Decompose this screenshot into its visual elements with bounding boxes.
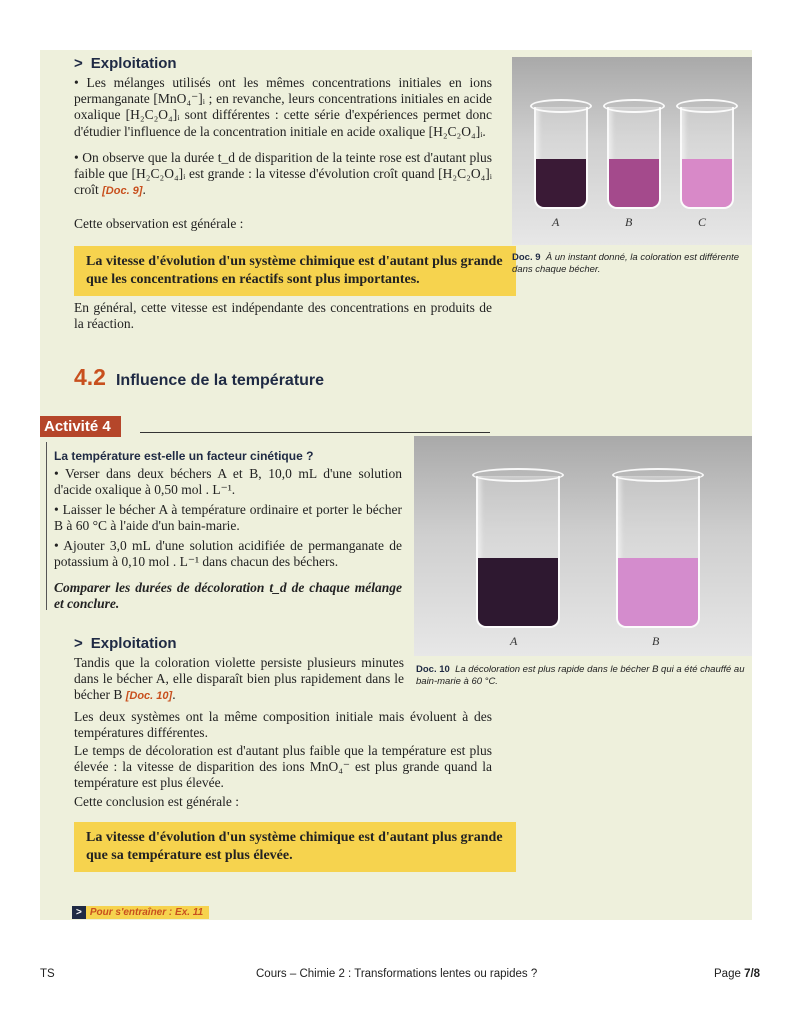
activity-question: La température est-elle un facteur cinétique ? [54,449,314,463]
chevron-right-icon: > [74,635,83,652]
exploitation1-para2: • On observe que la durée t_d de disparition de la teinte rose est d'autant plus faible que [H₂C₂O₄]ᵢ est grande : la vitesse d'évolution croît quand [H₂C₂O₄]ᵢ croît [Doc. 9]. [74,150,492,198]
highlight-concentration: La vitesse d'évolution d'un système chimique est d'autant plus grande que les concentrations en réactifs sont plus importantes. [74,246,516,296]
activity-step1: • Verser dans deux béchers A et B, 10,0 mL d'une solution d'acide oxalique à 0,50 mol . L⁻¹. [54,466,402,498]
beaker-label-c: C [698,215,707,229]
highlight-temperature: La vitesse d'évolution d'un système chimique est d'autant plus grande que sa température est plus élevée. [74,822,516,872]
beaker-c [680,107,734,209]
beaker-label-a: A [552,215,560,229]
footer-page: Page 7/8 [714,968,761,980]
exploitation-heading-1: > Exploitation [74,55,177,72]
section-title: Influence de la température [115,372,325,389]
beaker-a-ambient [476,476,560,628]
activity-instruction: Comparer les durées de décoloration t_d de chaque mélange et conclure. [54,580,402,612]
beaker-b-heated [616,476,700,628]
doc10-ref: [Doc. 10] [125,690,173,703]
exploitation2-para1: Tandis que la coloration violette persiste plusieurs minutes dans le bécher A, elle disparaît bien plus rapidement dans le bécher B [Doc. 10]. [74,655,404,703]
footer-center: Cours – Chimie 2 : Transformations lentes ou rapides ? [256,968,538,980]
activity-step2: • Laisser le bécher A à température ordinaire et porter le bécher B à 60 °C à l'aide d'un bain-marie. [54,502,402,534]
exploitation2-para2: Les deux systèmes ont la même composition initiale mais évoluent à des températures différentes. [74,709,492,741]
activity-left-border [46,442,47,610]
train-badge[interactable]: > Pour s'entraîner : Ex. 11 [72,906,209,919]
exploitation1-para4: En général, cette vitesse est indépendante des concentrations en produits de la réaction. [74,300,492,332]
exploitation1-para3: Cette observation est générale : [74,216,244,231]
scanned-page [40,50,752,920]
doc9-ref: [Doc. 9] [102,185,143,198]
beaker-label-b: B [625,215,633,229]
exploitation-heading-2: > Exploitation [74,635,177,652]
exploitation1-para1: • Les mélanges utilisés ont les mêmes concentrations initiales en ions permanganate [MnO₄⁻]ᵢ ; en revanche, leurs concentrations initiales en acide oxalique [H₂C₂O₄]ᵢ sont différentes : cette série d'expériences permet donc d'étudier l'influence de la concentration initiale en acide oxalique [H₂C₂O₄]ᵢ. [74,75,492,139]
exploitation2-para4: Cette conclusion est générale : [74,794,239,809]
doc10-label-b: B [652,634,660,648]
activity-tag: Activité 4 [40,416,121,437]
doc10-label-a: A [510,634,518,648]
doc10-caption: Doc. 10 La décoloration est plus rapide dans le bécher B qui a été chauffé au bain-marie à 60 °C. [416,664,745,687]
chevron-right-icon: > [74,55,83,72]
section-number: 4.2 [74,364,106,390]
chevron-right-icon: > [72,906,86,919]
activity-step3: • Ajouter 3,0 mL d'une solution acidifiée de permanganate de potassium à 0,10 mol . L⁻¹ dans chacun des béchers. [54,538,402,570]
beaker-b [607,107,661,209]
doc9-caption: Doc. 9 À un instant donné, la coloration est différente dans chaque bécher. [512,252,740,275]
footer-left: TS [40,968,55,980]
exploitation2-para3: Le temps de décoloration est d'autant plus faible que la température est plus élevée : la vitesse de disparition des ions MnO₄⁻ est plus grande quand la température est plus élevée. [74,743,492,791]
doc9-photo [512,57,752,245]
activity-divider [140,432,490,433]
doc10-photo [414,436,752,656]
beaker-a [534,107,588,209]
section-heading [74,364,324,391]
